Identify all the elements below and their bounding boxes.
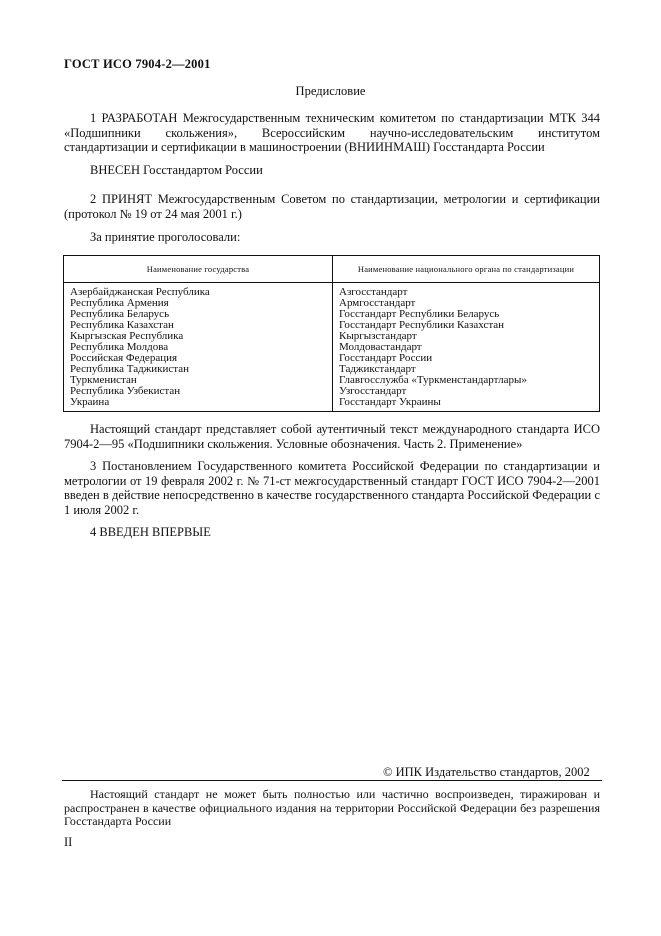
paragraph-first-introduced-text: 4 ВВЕДЕН ВПЕРВЫЕ	[90, 525, 211, 539]
paragraph-introduced-text: ВНЕСЕН Госстандартом России	[90, 163, 263, 177]
paragraph-authentic-text	[64, 422, 600, 451]
paragraph-adopted	[64, 192, 600, 221]
voting-table-header-row	[64, 256, 600, 283]
state-name: Республика Узбекистан	[70, 385, 181, 397]
paragraph-developed	[64, 111, 600, 155]
national-body-name: Узгосстандарт	[339, 385, 407, 397]
national-body-name: Азгосстандарт	[339, 286, 408, 298]
state-name: Республика Таджикистан	[70, 363, 189, 375]
footer-divider	[62, 780, 602, 781]
state-name: Украина	[70, 396, 110, 408]
national-body-name: Госстандарт Украины	[339, 396, 441, 408]
paragraph-introduced	[64, 163, 600, 178]
state-name: Кыргызская Республика	[70, 330, 184, 342]
paragraph-resolution-text: 3 Постановлением Государственного комитета Российской Федерации по стандартизации и метрологии от 19 февраля 2002 г. № 71-ст межгосударственный стандарт ГОСТ ИСО 7904-2—2001 введен в действие непосредственно в качестве государственного стандарта Российской Федерации с 1 июля 2002 г.	[64, 459, 600, 517]
paragraph-first-introduced	[64, 525, 600, 540]
state-name: Республика Молдова	[70, 341, 169, 353]
national-body-name: Госстандарт Республики Беларусь	[339, 308, 500, 320]
reproduction-notice-text: Настоящий стандарт не может быть полностью или частично воспроизведен, тиражирован и распространен в качестве официального издания на территории Российской Федерации без разрешения Госстандарта России	[64, 787, 600, 828]
paragraph-resolution	[64, 459, 600, 517]
paragraph-developed-text: 1 РАЗРАБОТАН Межгосударственным техническим комитетом по стандартизации МТК 344 «Подшипники скольжения», Всероссийским научно-исследовательским институтом стандартизации и сертификации в машиностроении (ВНИИНМАШ) Госстандарта России	[64, 111, 600, 154]
national-body-name: Госстандарт Республики Казахстан	[339, 319, 505, 331]
national-body-name: Таджикстандарт	[339, 363, 416, 375]
national-body-name: Главгосслужба «Туркменстандартлары»	[339, 374, 527, 386]
reproduction-notice	[64, 788, 600, 829]
page-number: II	[64, 835, 73, 849]
state-name: Азербайджанская Республика	[70, 286, 210, 298]
state-name: Республика Армения	[70, 297, 169, 309]
paragraph-adopted-text: 2 ПРИНЯТ Межгосударственным Советом по стандартизации, метрологии и сертификации (протокол № 19 от 24 мая 2001 г.)	[64, 192, 600, 221]
states-column	[64, 283, 333, 412]
national-body-name: Армгосстандарт	[339, 297, 416, 309]
voting-table	[63, 255, 600, 412]
national-bodies-column	[333, 283, 600, 412]
paragraph-voted-text: За принятие проголосовали:	[90, 230, 241, 244]
state-name: Российская Федерация	[70, 352, 178, 364]
state-name: Республика Беларусь	[70, 308, 170, 320]
column-header-national-body: Наименование национального органа по стандартизации	[333, 256, 600, 283]
national-body-name: Кыргызстандарт	[339, 330, 417, 342]
national-body-name: Госстандарт России	[339, 352, 433, 364]
state-name: Республика Казахстан	[70, 319, 174, 331]
state-name: Туркменистан	[70, 374, 137, 386]
paragraph-voted	[64, 230, 600, 245]
paragraph-authentic-text-body: Настоящий стандарт представляет собой аутентичный текст международного стандарта ИСО 7904-2—95 «Подшипники скольжения. Условные обозначения. Часть 2. Применение»	[64, 422, 600, 451]
national-body-name: Молдовастандарт	[339, 341, 422, 353]
section-title: Предисловие	[295, 84, 366, 98]
document-code-header: ГОСТ ИСО 7904-2—2001	[64, 57, 211, 71]
voting-table-body-row	[64, 283, 600, 412]
copyright-line: © ИПК Издательство стандартов, 2002	[383, 765, 590, 779]
column-header-state: Наименование государства	[64, 256, 333, 283]
